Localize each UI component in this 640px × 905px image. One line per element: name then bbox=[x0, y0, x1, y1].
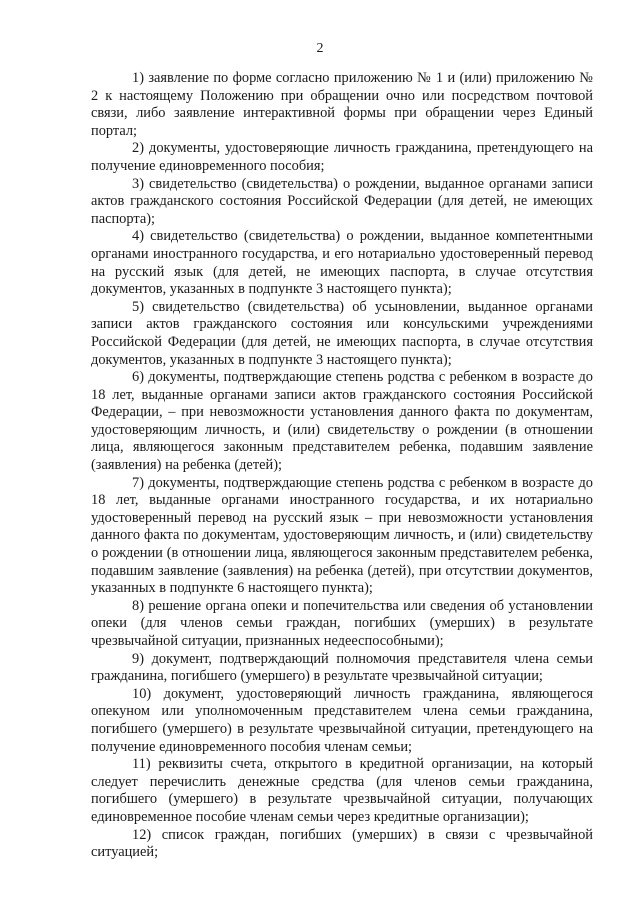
list-item-4: 4) свидетельство (свидетельства) о рождении, выданное компетентными органами иностранного государства, и его нотариально удостоверенный перевод на русский язык (для детей, не имеющих паспорта, в случае отсутствия документов, указанных в подпункте 3 настоящего пункта); bbox=[91, 228, 593, 298]
list-item-7: 7) документы, подтверждающие степень родства с ребенком в возрасте до 18 лет, выданные органами иностранного государства, и их нотариально удостоверенный перевод на русский язык – при невозможности установления данного факта по документам, удостоверяющим личность, и (или) свидетельству о рождении (в отношении лица, являющегося законным представителем ребенка, подавшим заявление (заявления) на ребенка (детей), при отсутствии документов, указанных в подпункте 6 настоящего пункта); bbox=[91, 474, 593, 597]
list-item-9: 9) документ, подтверждающий полномочия представителя члена семьи гражданина, погибшего (умершего) в результате чрезвычайной ситуации; bbox=[91, 650, 593, 685]
page-number: 2 bbox=[316, 41, 324, 56]
list-item-3: 3) свидетельство (свидетельства) о рождении, выданное органами записи актов гражданского состояния Российской Федерации (для детей, не имеющих паспорта); bbox=[91, 175, 593, 227]
document-body bbox=[91, 70, 593, 862]
list-item-12: 12) список граждан, погибших (умерших) в связи с чрезвычайной ситуацией; bbox=[91, 826, 593, 861]
list-item-1: 1) заявление по форме согласно приложению № 1 и (или) приложению № 2 к настоящему Положению при обращении очно или посредством почтовой связи, либо заявление интерактивной формы при обращении через Единый портал; bbox=[91, 70, 593, 139]
list-item-2: 2) документы, удостоверяющие личность гражданина, претендующего на получение единовременного пособия; bbox=[91, 140, 593, 174]
list-item-10: 10) документ, удостоверяющий личность гражданина, являющегося опекуном или уполномоченным представителем члена семьи гражданина, погибшего (умершего) в результате чрезвычайной ситуации, претендующего на получение единовременного пособия членам семьи; bbox=[91, 685, 593, 755]
list-item-11: 11) реквизиты счета, открытого в кредитной организации, на который следует перечислить денежные средства (для членов семьи гражданина, погибшего (умершего) в результате чрезвычайной ситуации, получающих единовременное пособие членам семьи через кредитные организации); bbox=[91, 756, 593, 825]
list-item-8: 8) решение органа опеки и попечительства или сведения об установлении опеки (для членов семьи граждан, погибших (умерших) в результате чрезвычайной ситуации, признанных недееспособными); bbox=[91, 597, 593, 649]
list-item-5: 5) свидетельство (свидетельства) об усыновлении, выданное органами записи актов гражданского состояния или консульскими учреждениями Российской Федерации (для детей, не имеющих паспорта, в случае отсутствия документов, указанных в подпункте 3 настоящего пункта); bbox=[91, 298, 593, 368]
list-item-6: 6) документы, подтверждающие степень родства с ребенком в возрасте до 18 лет, выданные органами записи актов гражданского состояния Российской Федерации, – при невозможности установления данного факта по документам, удостоверяющим личность, и (или) свидетельству о рождении (в отношении лица, являющегося законным представителем ребенка, подавшим заявление (заявления) на ребенка (детей); bbox=[91, 369, 593, 474]
